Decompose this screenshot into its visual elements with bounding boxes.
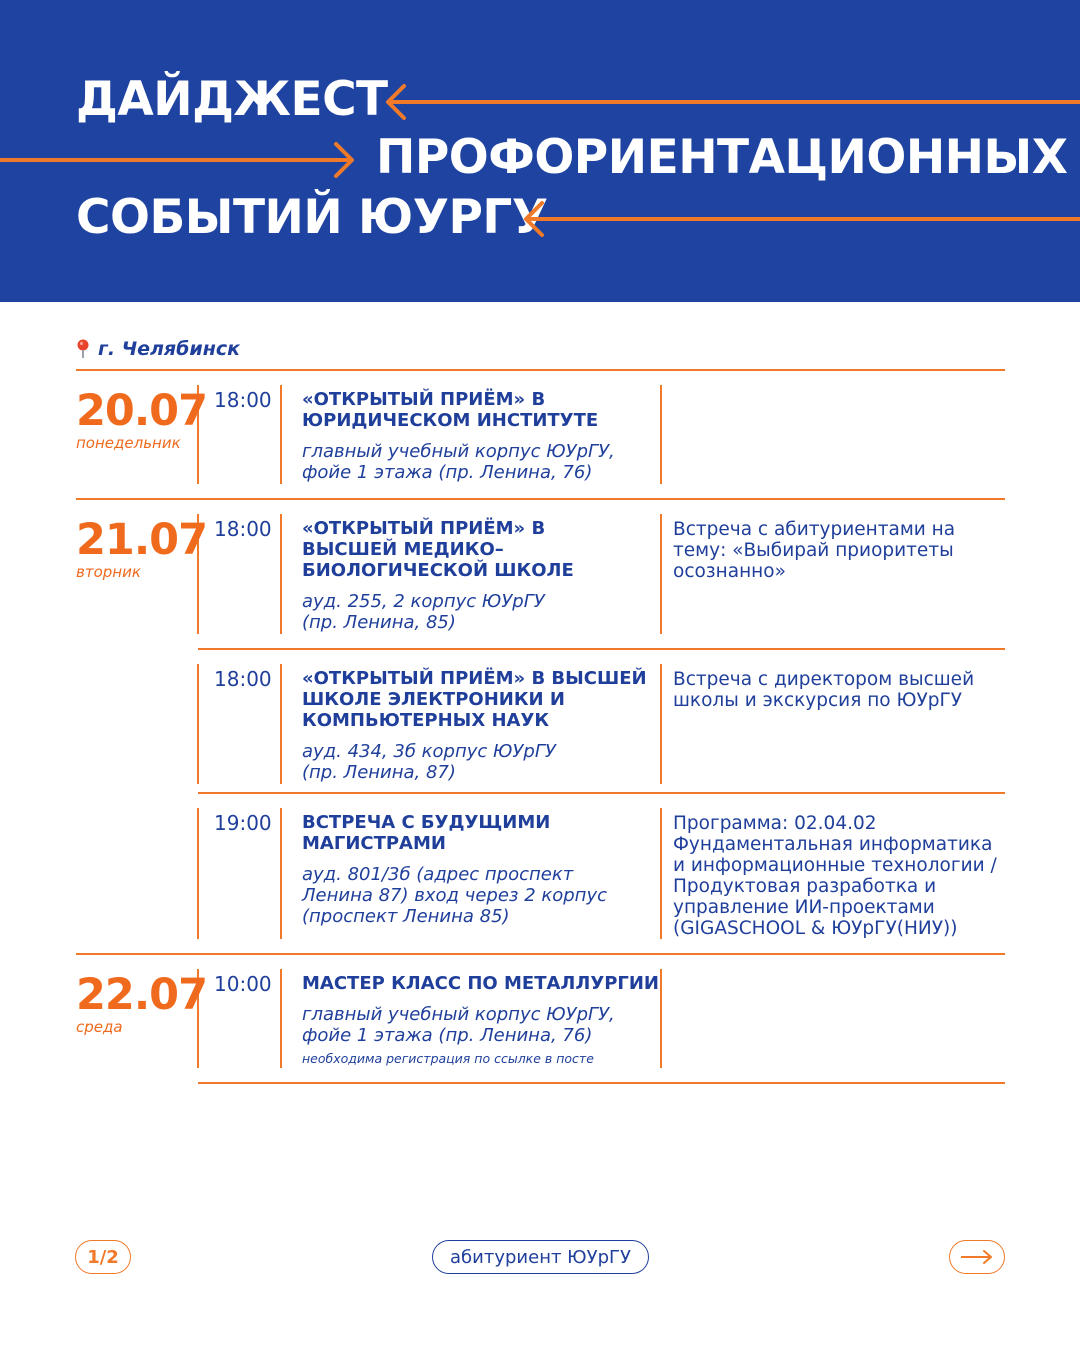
divider (76, 498, 1005, 500)
event-place: ауд. 255, 2 корпус ЮУрГУ (пр. Ленина, 85) (302, 591, 545, 633)
arrow-right-icon (960, 1249, 994, 1265)
event-title: «ОТКРЫТЫЙ ПРИЁМ» В ЮРИДИЧЕСКОМ ИНСТИТУТЕ (302, 389, 599, 431)
divider (198, 648, 1005, 650)
column-divider (280, 808, 282, 939)
event-title: ВСТРЕЧА С БУДУЩИМИ МАГИСТРАМИ (302, 812, 551, 854)
column-divider (280, 664, 282, 784)
column-divider (280, 514, 282, 634)
divider (198, 1082, 1005, 1084)
column-divider (660, 664, 662, 784)
location (76, 338, 240, 360)
column-divider (660, 808, 662, 939)
divider (76, 369, 1005, 371)
event-place: ауд. 434, 3б корпус ЮУрГУ (пр. Ленина, 87) (302, 741, 556, 783)
event-place: главный учебный корпус ЮУрГУ, фойе 1 этажа (пр. Ленина, 76) (302, 441, 615, 483)
event-date: 20.07 (76, 386, 208, 436)
location-pin-icon (76, 339, 90, 359)
divider (76, 953, 1005, 955)
page-indicator: 1/2 (75, 1240, 131, 1274)
event-date: 21.07 (76, 515, 208, 565)
column-divider (280, 385, 282, 484)
arrow-right-icon (0, 140, 360, 180)
column-divider (197, 808, 199, 939)
event-title: «ОТКРЫТЫЙ ПРИЁМ» В ВЫСШЕЙ ШКОЛЕ ЭЛЕКТРОНИКИ И КОМПЬЮТЕРНЫХ НАУК (302, 668, 647, 731)
event-weekday: среда (76, 1018, 123, 1036)
header-title-line3: СОБЫТИЙ ЮУРГУ (76, 190, 548, 245)
event-date: 22.07 (76, 970, 208, 1020)
event-weekday: понедельник (76, 434, 181, 452)
next-page-button[interactable] (949, 1240, 1005, 1274)
event-description: Встреча с директором высшей школы и экскурсия по ЮУрГУ (673, 669, 975, 711)
event-title: МАСТЕР КЛАСС ПО МЕТАЛЛУРГИИ (302, 973, 659, 994)
header-title-line1: ДАЙДЖЕСТ (76, 72, 388, 127)
column-divider (660, 385, 662, 484)
location-label: г. Челябинск (98, 338, 240, 360)
event-title: «ОТКРЫТЫЙ ПРИЁМ» В ВЫСШЕЙ МЕДИКО–БИОЛОГИЧЕСКОЙ ШКОЛЕ (302, 518, 574, 581)
event-description: Встреча с абитуриентами на тему: «Выбирай приоритеты осознанно» (673, 519, 956, 582)
column-divider (197, 664, 199, 784)
event-time: 10:00 (214, 972, 272, 996)
event-note: необходима регистрация по ссылке в посте (302, 1051, 594, 1066)
event-description: Программа: 02.04.02 Фундаментальная информатика и информационные технологии / Продуктовая разработка и управление ИИ-проектами (GIGASCHOOL & ЮУрГУ(НИУ)) (673, 813, 997, 939)
brand-badge: абитуриент ЮУрГУ (432, 1240, 649, 1274)
header-banner (0, 0, 1080, 302)
arrow-left-icon (382, 82, 1080, 122)
event-time: 18:00 (214, 517, 272, 541)
event-place: главный учебный корпус ЮУрГУ, фойе 1 этажа (пр. Ленина, 76) (302, 1004, 615, 1046)
event-place: ауд. 801/3б (адрес проспект Ленина 87) вход через 2 корпус (проспект Ленина 85) (302, 864, 607, 927)
event-time: 19:00 (214, 811, 272, 835)
event-time: 18:00 (214, 388, 272, 412)
arrow-left-icon (520, 199, 1080, 239)
divider (198, 792, 1005, 794)
header-title-line2: ПРОФОРИЕНТАЦИОННЫХ (376, 130, 1068, 185)
event-time: 18:00 (214, 667, 272, 691)
event-weekday: вторник (76, 563, 141, 581)
column-divider (660, 514, 662, 634)
column-divider (280, 969, 282, 1068)
